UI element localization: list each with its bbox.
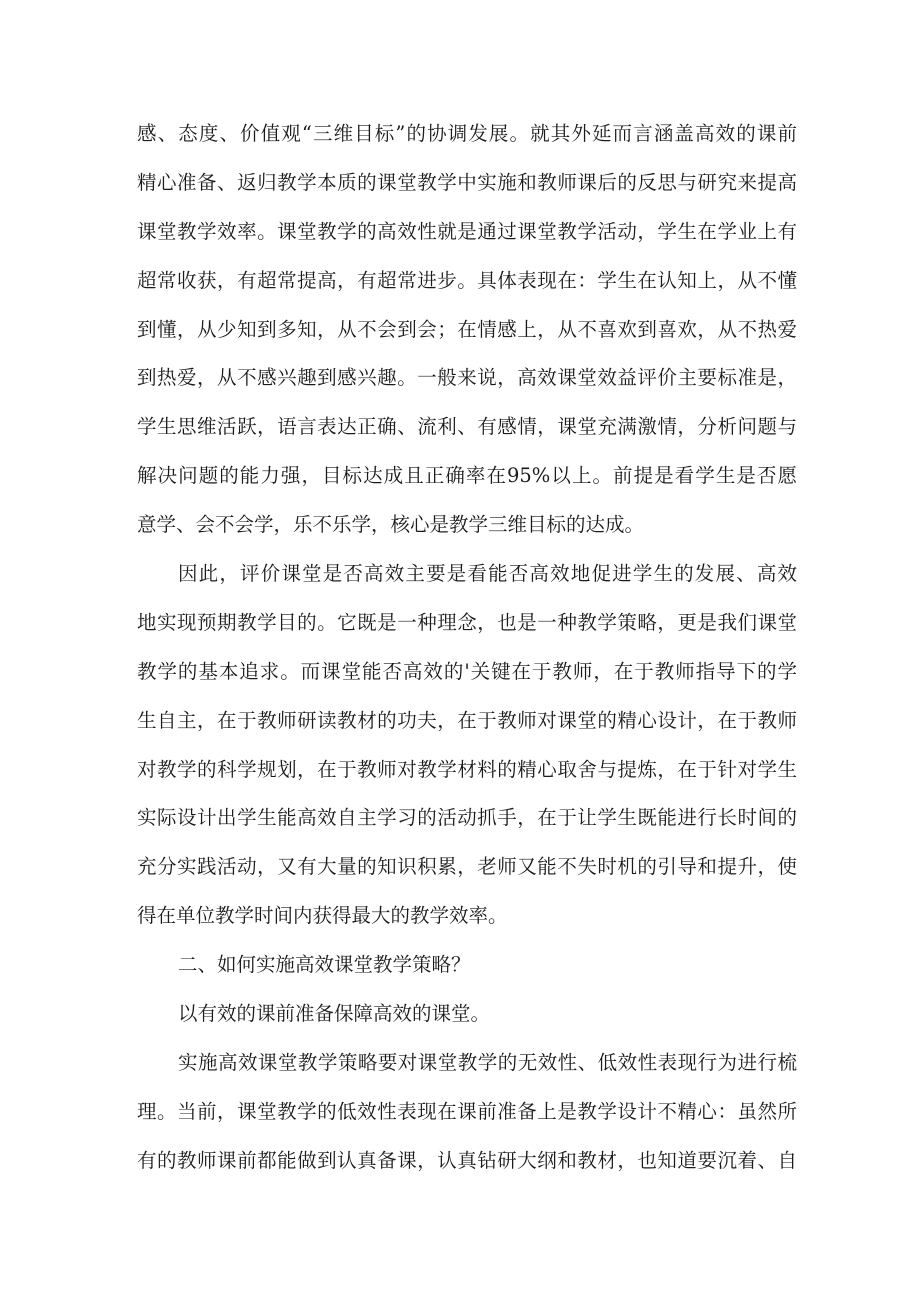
text-line: 地实现预期教学目的。它既是一种理念，也是一种教学策略，更是我们课堂 xyxy=(137,610,797,634)
text-line: 意学、会不会学，乐不乐学，核心是教学三维目标的达成。 xyxy=(137,513,645,537)
text-line: 实际设计出学生能高效自主学习的活动抓手，在于让学生既能进行长时间的 xyxy=(137,806,797,830)
text-line: 课堂教学效率。课堂教学的高效性就是通过课堂教学活动，学生在学业上有 xyxy=(137,219,797,243)
text-line: 有的教师课前都能做到认真备课，认真钻研大纲和教材，也知道要沉着、自 xyxy=(137,1148,797,1172)
text-line: 学生思维活跃，语言表达正确、流利、有感情，课堂充满激情，分析问题与 xyxy=(137,415,797,439)
text-line: 到懂，从少知到多知，从不会到会；在情感上，从不喜欢到喜欢，从不热爱 xyxy=(137,317,797,341)
text-line: 解决问题的能力强，目标达成且正确率在95%以上。前提是看学生是否愿 xyxy=(137,464,797,488)
paragraph-start-line: 实施高效课堂教学策略要对课堂教学的无效性、低效性表现行为进行梳 xyxy=(178,1050,797,1074)
text-line: 感、态度、价值观“三维目标”的协调发展。就其外延而言涵盖高效的课前 xyxy=(137,122,797,145)
paragraph-start-line: 因此，评价课堂是否高效主要是看能否高效地促进学生的发展、高效 xyxy=(178,562,797,586)
text-line: 理。当前，课堂教学的低效性表现在课前准备上是教学设计不精心：虽然所 xyxy=(137,1099,797,1123)
text-line: 超常收获，有超常提高，有超常进步。具体表现在：学生在认知上，从不懂 xyxy=(137,268,797,292)
text-line: 教学的基本追求。而课堂能否高效的'关键在于教师，在于教师指导下的学 xyxy=(137,659,797,683)
text-line: 到热爱，从不感兴趣到感兴趣。一般来说，高效课堂效益评价主要标准是， xyxy=(137,366,797,390)
text-line: 得在单位教学时间内获得最大的教学效率。 xyxy=(137,904,508,928)
text-line: 精心准备、返归教学本质的课堂教学中实施和教师课后的反思与研究来提高 xyxy=(137,170,797,194)
text-line: 充分实践活动，又有大量的知识积累，老师又能不失时机的引导和提升，使 xyxy=(137,855,797,879)
text-line: 对教学的科学规划，在于教师对教学材料的精心取舍与提炼，在于针对学生 xyxy=(137,757,797,781)
body-text xyxy=(137,110,797,1186)
subheading: 以有效的课前准备保障高效的课堂。 xyxy=(178,1002,491,1026)
section-heading: 二、如何实施高效课堂教学策略？ xyxy=(178,953,471,977)
text-line: 生自主，在于教师研读教材的功夫，在于教师对课堂的精心设计，在于教师 xyxy=(137,708,797,732)
